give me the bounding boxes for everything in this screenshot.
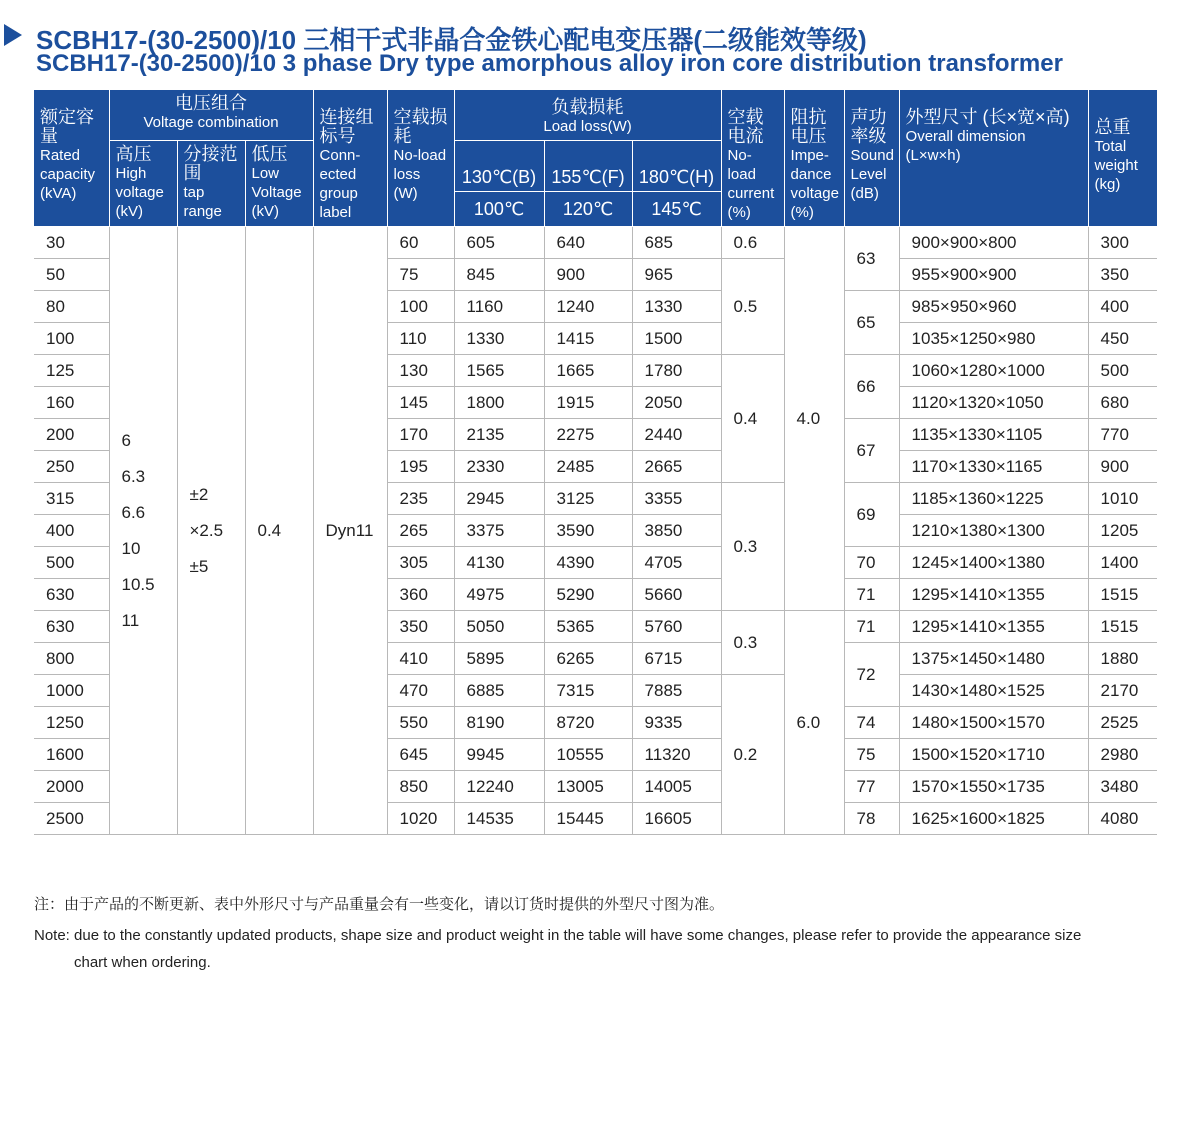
triangle-bullet-icon — [4, 24, 22, 46]
header-connected-group: 连接组标号 Conn-ected group label — [313, 90, 387, 227]
table-cell: 900 — [1088, 451, 1157, 483]
table-cell: 680 — [1088, 387, 1157, 419]
header-155f: 155℃(F) — [544, 141, 632, 192]
table-cell: 250 — [34, 451, 109, 483]
header-120c: 120℃ — [544, 192, 632, 227]
table-cell: 800 — [34, 643, 109, 675]
table-cell: 65 — [844, 291, 899, 355]
table-cell: 6265 — [544, 643, 632, 675]
table-cell: 1295×1410×1355 — [899, 579, 1088, 611]
header-impedance-voltage: 阻抗电压 Impe-dance voltage (%) — [784, 90, 844, 227]
table-cell: 235 — [387, 483, 454, 515]
table-cell: 1880 — [1088, 643, 1157, 675]
table-cell: 630 — [34, 579, 109, 611]
table-cell: 1400 — [1088, 547, 1157, 579]
table-cell: 1415 — [544, 323, 632, 355]
table-cell: 13005 — [544, 771, 632, 803]
table-row — [34, 227, 1157, 259]
title-block — [0, 16, 1200, 77]
table-cell: 2330 — [454, 451, 544, 483]
table-cell: 360 — [387, 579, 454, 611]
table-cell: 4705 — [632, 547, 721, 579]
table-cell: 985×950×960 — [899, 291, 1088, 323]
header-145c: 145℃ — [632, 192, 721, 227]
table-cell: 900 — [544, 259, 632, 291]
table-cell: 3125 — [544, 483, 632, 515]
table-cell: 1480×1500×1570 — [899, 707, 1088, 739]
table-cell: 125 — [34, 355, 109, 387]
table-cell: 900×900×800 — [899, 227, 1088, 259]
table-cell: 8190 — [454, 707, 544, 739]
header-tap-range: 分接范围 tap range — [177, 141, 245, 227]
table-cell: 1515 — [1088, 611, 1157, 643]
impedance-value: 4.0 — [784, 227, 844, 611]
table-cell: 16605 — [632, 803, 721, 835]
table-cell: 69 — [844, 483, 899, 547]
table-cell: 645 — [387, 739, 454, 771]
table-cell: 1600 — [34, 739, 109, 771]
table-cell: 1515 — [1088, 579, 1157, 611]
table-cell: 550 — [387, 707, 454, 739]
table-cell: 1915 — [544, 387, 632, 419]
table-cell: 1170×1330×1165 — [899, 451, 1088, 483]
table-cell: 4975 — [454, 579, 544, 611]
table-cell: 5050 — [454, 611, 544, 643]
table-cell: 60 — [387, 227, 454, 259]
table-cell: 315 — [34, 483, 109, 515]
note-english-line2: chart when ordering. — [74, 954, 211, 971]
table-cell: 605 — [454, 227, 544, 259]
table-cell: 2485 — [544, 451, 632, 483]
header-total-weight: 总重 Total weight (kg) — [1088, 90, 1157, 227]
table-cell: 5290 — [544, 579, 632, 611]
table-cell: 1665 — [544, 355, 632, 387]
table-cell: 2945 — [454, 483, 544, 515]
table-cell: 14535 — [454, 803, 544, 835]
table-cell: 2500 — [34, 803, 109, 835]
table-cell: 1295×1410×1355 — [899, 611, 1088, 643]
table-cell: 195 — [387, 451, 454, 483]
table-cell: 9335 — [632, 707, 721, 739]
table-cell: 1240 — [544, 291, 632, 323]
table-cell: 66 — [844, 355, 899, 419]
table-cell: 8720 — [544, 707, 632, 739]
title-english: SCBH17-(30-2500)/10 3 phase Dry type amorphous alloy iron core distribution transformer — [36, 50, 1063, 77]
table-cell: 350 — [387, 611, 454, 643]
table-cell: 5365 — [544, 611, 632, 643]
table-cell: 11320 — [632, 739, 721, 771]
table-cell: 640 — [544, 227, 632, 259]
table-cell: 5895 — [454, 643, 544, 675]
table-cell: 1000 — [34, 675, 109, 707]
table-cell: 74 — [844, 707, 899, 739]
header-130b: 130℃(B) — [454, 141, 544, 192]
table-cell: 845 — [454, 259, 544, 291]
table-cell: 2170 — [1088, 675, 1157, 707]
table-cell: 1780 — [632, 355, 721, 387]
table-cell: 1020 — [387, 803, 454, 835]
table-cell: 1035×1250×980 — [899, 323, 1088, 355]
table-cell: 145 — [387, 387, 454, 419]
table-cell: 1430×1480×1525 — [899, 675, 1088, 707]
hv-values: 6 6.3 6.6 10 10.5 11 — [109, 227, 177, 835]
table-cell: 3480 — [1088, 771, 1157, 803]
table-cell: 14005 — [632, 771, 721, 803]
table-cell: 78 — [844, 803, 899, 835]
table-cell: 67 — [844, 419, 899, 483]
note-english-line1: Note: due to the constantly updated products, shape size and product weight in the table will have some changes, please refer to provide the appearance size — [34, 927, 1082, 944]
table-cell: 80 — [34, 291, 109, 323]
table-cell: 0.5 — [721, 259, 784, 355]
table-cell: 470 — [387, 675, 454, 707]
note-chinese: 注：由于产品的不断更新、表中外形尺寸与产品重量会有一些变化，请以订货时提供的外型尺寸图为准。 — [34, 896, 725, 913]
table-cell: 0.6 — [721, 227, 784, 259]
table-cell: 300 — [1088, 227, 1157, 259]
table-cell: 6885 — [454, 675, 544, 707]
table-cell: 75 — [387, 259, 454, 291]
note-english — [34, 922, 1164, 976]
table-cell: 955×900×900 — [899, 259, 1088, 291]
table-cell: 305 — [387, 547, 454, 579]
table-cell: 500 — [34, 547, 109, 579]
table-cell: 1500×1520×1710 — [899, 739, 1088, 771]
table-cell: 63 — [844, 227, 899, 291]
impedance-value: 6.0 — [784, 611, 844, 835]
table-cell: 1330 — [454, 323, 544, 355]
table-cell: 2000 — [34, 771, 109, 803]
table-cell: 1625×1600×1825 — [899, 803, 1088, 835]
table-cell: 0.4 — [721, 355, 784, 483]
table-cell: 1160 — [454, 291, 544, 323]
table-cell: 1120×1320×1050 — [899, 387, 1088, 419]
table-cell: 1245×1400×1380 — [899, 547, 1088, 579]
table-cell: 4130 — [454, 547, 544, 579]
title-chinese: SCBH17-(30-2500)/10 三相干式非晶合金铁心配电变压器(二级能效等级) — [36, 25, 867, 55]
header-sound-level: 声功率级 Sound Level (dB) — [844, 90, 899, 227]
table-cell: 1570×1550×1735 — [899, 771, 1088, 803]
table-cell: 630 — [34, 611, 109, 643]
table-cell: 400 — [1088, 291, 1157, 323]
table-cell: 7315 — [544, 675, 632, 707]
table-cell: 1210×1380×1300 — [899, 515, 1088, 547]
table-cell: 1500 — [632, 323, 721, 355]
table-cell: 965 — [632, 259, 721, 291]
spec-table — [34, 90, 1158, 835]
header-noload-loss: 空载损耗 No-load loss (W) — [387, 90, 454, 227]
header-noload-current: 空载电流 No-load current (%) — [721, 90, 784, 227]
table-cell: 500 — [1088, 355, 1157, 387]
table-cell: 2665 — [632, 451, 721, 483]
table-cell: 265 — [387, 515, 454, 547]
table-cell: 7885 — [632, 675, 721, 707]
header-overall-dimension: 外型尺寸 (长×宽×高) Overall dimension (L×w×h) — [899, 90, 1088, 227]
header-low-voltage: 低压 Low Voltage (kV) — [245, 141, 313, 227]
table-cell: 2050 — [632, 387, 721, 419]
table-cell: 5660 — [632, 579, 721, 611]
table-cell: 3850 — [632, 515, 721, 547]
table-cell: 2440 — [632, 419, 721, 451]
table-cell: 3355 — [632, 483, 721, 515]
table-cell: 1330 — [632, 291, 721, 323]
table-cell: 3375 — [454, 515, 544, 547]
table-cell: 75 — [844, 739, 899, 771]
table-cell: 71 — [844, 611, 899, 643]
table-cell: 1250 — [34, 707, 109, 739]
table-cell: 72 — [844, 643, 899, 707]
table-cell: 100 — [387, 291, 454, 323]
table-cell: 0.3 — [721, 611, 784, 675]
header-load-loss: 负载损耗 Load loss(W) — [454, 90, 721, 141]
table-cell: 1565 — [454, 355, 544, 387]
table-cell: 1135×1330×1105 — [899, 419, 1088, 451]
table-cell: 15445 — [544, 803, 632, 835]
header-voltage-combination: 电压组合 Voltage combination — [109, 90, 313, 141]
table-cell: 2980 — [1088, 739, 1157, 771]
table-cell: 6715 — [632, 643, 721, 675]
table-cell: 685 — [632, 227, 721, 259]
header-capacity: 额定容量 Rated capacity (kVA) — [34, 90, 109, 227]
header-high-voltage: 高压 High voltage (kV) — [109, 141, 177, 227]
table-cell: 2135 — [454, 419, 544, 451]
table-cell: 400 — [34, 515, 109, 547]
lv-value: 0.4 — [245, 227, 313, 835]
table-cell: 9945 — [454, 739, 544, 771]
table-cell: 1375×1450×1480 — [899, 643, 1088, 675]
table-cell: 50 — [34, 259, 109, 291]
table-cell: 100 — [34, 323, 109, 355]
group-value: Dyn11 — [313, 227, 387, 835]
table-cell: 1185×1360×1225 — [899, 483, 1088, 515]
table-cell: 160 — [34, 387, 109, 419]
table-cell: 200 — [34, 419, 109, 451]
table-cell: 0.2 — [721, 675, 784, 835]
table-cell: 130 — [387, 355, 454, 387]
table-cell: 4080 — [1088, 803, 1157, 835]
table-cell: 1010 — [1088, 483, 1157, 515]
table-cell: 30 — [34, 227, 109, 259]
table-cell: 350 — [1088, 259, 1157, 291]
table-cell: 77 — [844, 771, 899, 803]
table-cell: 450 — [1088, 323, 1157, 355]
table-cell: 3590 — [544, 515, 632, 547]
table-cell: 10555 — [544, 739, 632, 771]
header-180h: 180℃(H) — [632, 141, 721, 192]
table-cell: 70 — [844, 547, 899, 579]
table-cell: 110 — [387, 323, 454, 355]
table-cell: 0.3 — [721, 483, 784, 611]
table-cell: 770 — [1088, 419, 1157, 451]
table-cell: 5760 — [632, 611, 721, 643]
tap-values: ±2 ×2.5 ±5 — [177, 227, 245, 835]
table-cell: 410 — [387, 643, 454, 675]
table-cell: 170 — [387, 419, 454, 451]
table-cell: 71 — [844, 579, 899, 611]
table-cell: 4390 — [544, 547, 632, 579]
table-cell: 850 — [387, 771, 454, 803]
table-cell: 1800 — [454, 387, 544, 419]
table-cell: 12240 — [454, 771, 544, 803]
header-100c: 100℃ — [454, 192, 544, 227]
table-cell: 1205 — [1088, 515, 1157, 547]
table-cell: 2275 — [544, 419, 632, 451]
table-cell: 1060×1280×1000 — [899, 355, 1088, 387]
table-cell: 2525 — [1088, 707, 1157, 739]
